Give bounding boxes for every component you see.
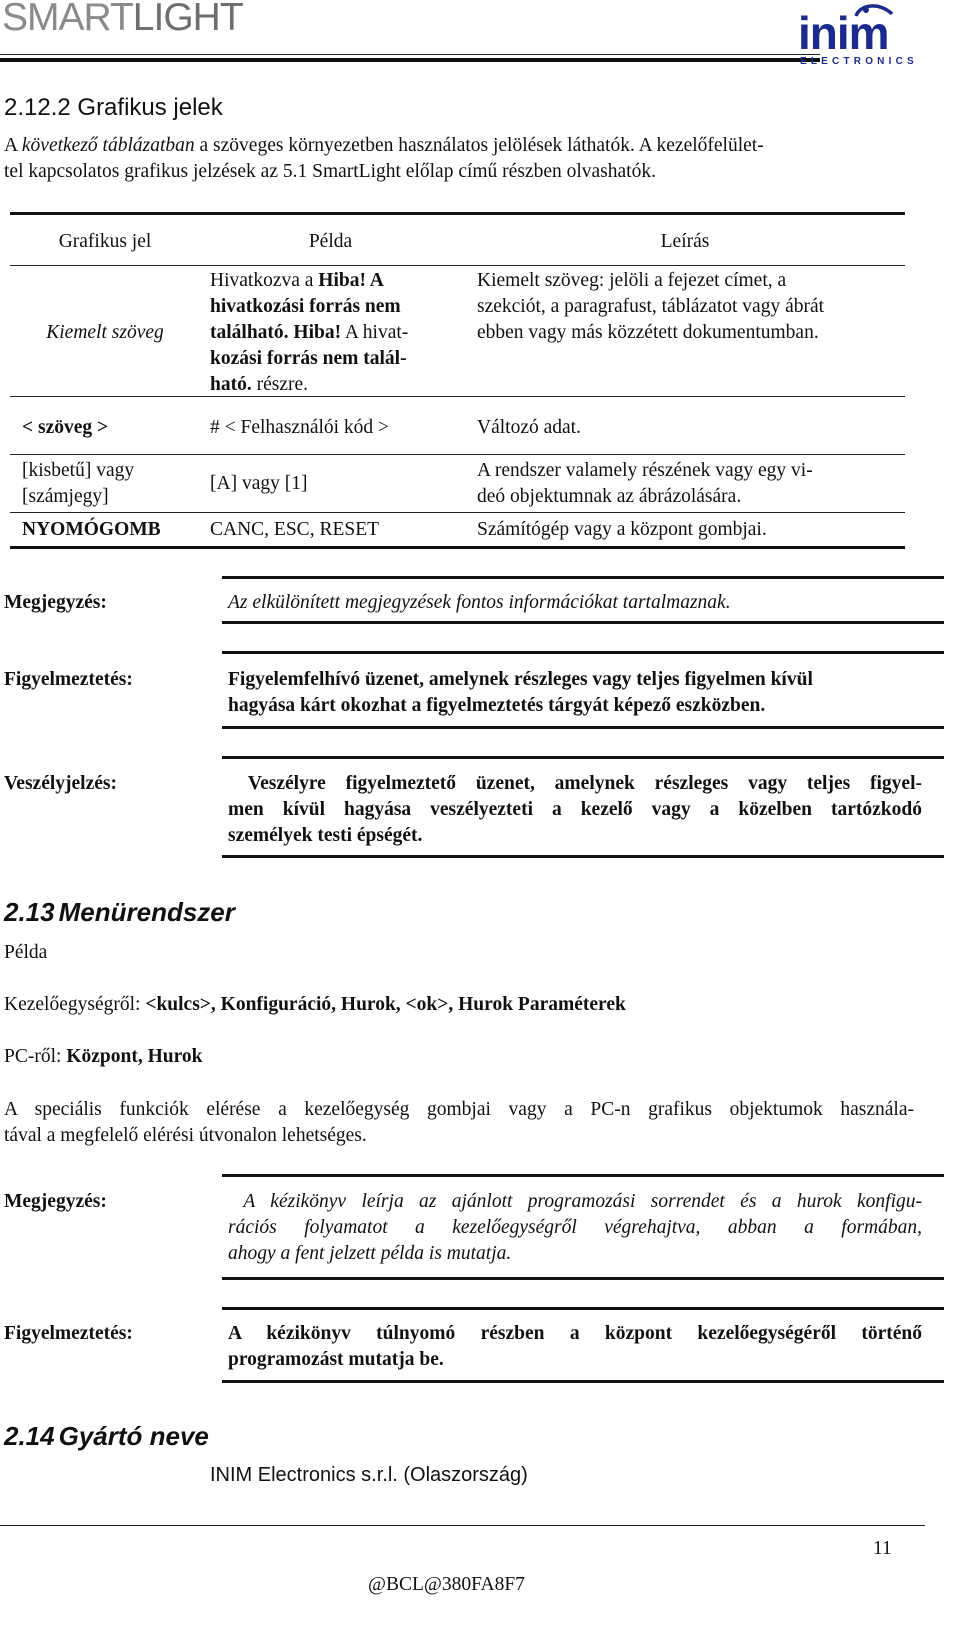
table-row1-description: Kiemelt szöveg: jelöli a fejezet címet, a szekciót, a paragrafust, táblázatot vagy ábrát ebben vagy más közzétett dokumentumban. [477, 270, 825, 343]
table-header-example: Példa [308, 231, 353, 252]
table-top-rule [10, 212, 905, 215]
table-row3-description: A rendszer valamely részének vagy egy vi- deó objektumnak az ábrázolására. [477, 460, 813, 507]
table-row2-example: # < Felhasználói kód > [210, 417, 390, 438]
note-bottom-rule [222, 621, 944, 624]
note-label: Megjegyzés: [4, 592, 107, 613]
footer-code: @BCL@380FA8F7 [368, 1574, 525, 1595]
table-row3-example: [A] vagy [1] [210, 473, 308, 494]
logo-smart-text: SMART [2, 0, 133, 39]
table-row1-example: Hivatkozva a Hiba! A hivatkozási forrás nem található. Hiba! A hivat- kozási forrás nem talál- ható. részre. [210, 270, 409, 395]
inim-subtitle: ELECTRONICS [800, 56, 918, 67]
inim-logo [798, 0, 940, 75]
warning-text: A kézikönyv túlnyomó részben a központ kezelőegységéről történő programozást mutatja be. [228, 1323, 922, 1370]
danger-text: Veszélyre figyelmeztető üzenet, amelynek részleges vagy teljes figyel- men kívül hagyása veszélyezteti a kezelő vagy a közelben tartózkodó személyek testi épségét. [228, 773, 922, 846]
table-header-description: Leírás [660, 231, 710, 252]
note-top-rule [222, 576, 944, 579]
warning-bottom-rule [222, 1380, 944, 1383]
header-rule-thick [0, 58, 820, 62]
warning-top-rule [222, 1307, 944, 1310]
table-row3-sign: [kisbetű] vagy [számjegy] [22, 460, 135, 507]
footer-rule [0, 1525, 925, 1526]
intro-italic-text: következő táblázatban [21, 135, 195, 156]
intro-paragraph-line2: tel kapcsolatos grafikus jelzések az 5.1 SmartLight előlap című részben olvashatók. [4, 161, 656, 182]
menu-paragraph: A speciális funkciók elérése a kezelőegység gombjai vagy a PC-n grafikus objektumok használa- tával a megfelelő elérési útvonalon lehetséges. [4, 1099, 914, 1146]
warning-text: Figyelemfelhívó üzenet, amelynek részleges vagy teljes figyelmen kívül hagyása kárt okozhat a figyelmeztetés tárgyát képező eszközben. [228, 669, 813, 716]
table-bottom-rule [10, 546, 905, 549]
section-heading-2-14: 2.14 Gyártó neve [4, 1421, 209, 1451]
table-row2-sign: < szöveg > [22, 417, 109, 438]
table-row4-description: Számítógép vagy a központ gombjai. [477, 519, 767, 540]
table-row-rule [10, 396, 905, 397]
danger-top-rule [222, 756, 944, 759]
table-row-rule [10, 512, 905, 513]
page-number: 11 [873, 1538, 892, 1559]
note-bottom-rule [222, 1277, 944, 1280]
note-label: Megjegyzés: [4, 1191, 107, 1212]
intro-text: a szöveges környezetben használatos jelölések láthatók. A kezelőfelület- [194, 135, 764, 156]
intro-text: A [4, 135, 22, 156]
warning-label: Figyelmeztetés: [4, 1323, 133, 1344]
logo-light-text: LIGHT [132, 0, 243, 39]
table-header-sign: Grafikus jel [58, 231, 152, 252]
header-rule [0, 54, 820, 55]
manufacturer-name: INIM Electronics s.r.l. (Olaszország) [210, 1464, 528, 1486]
menu-path-keypad: Kezelőegységről: <kulcs>, Konfiguráció, Hurok, <ok>, Hurok Paraméterek [4, 994, 626, 1015]
smartlight-logo [2, 0, 243, 40]
section-heading-2-12-2: 2.12.2 Grafikus jelek [4, 94, 223, 121]
table-header-rule [10, 265, 905, 266]
table-row2-description: Változó adat. [477, 417, 581, 438]
warning-label: Figyelmeztetés: [4, 669, 133, 690]
example-label: Példa [4, 942, 48, 963]
inim-wordmark: inim [798, 7, 889, 59]
danger-label: Veszélyjelzés: [4, 773, 117, 794]
note-text: Az elkülönített megjegyzések fontos információkat tartalmaznak. [228, 592, 731, 613]
warning-bottom-rule [222, 726, 944, 729]
note-text: A kézikönyv leírja az ajánlott programozási sorrendet és a hurok konfigu- rációs folyamatot a kezelőegységről végrehajtva, abban a formában, ahogy a fent jelzett példa is mutatja. [228, 1191, 923, 1264]
table-row4-example: CANC, ESC, RESET [210, 519, 380, 540]
section-heading-2-13: 2.13 Menürendszer [4, 897, 235, 927]
danger-bottom-rule [222, 855, 944, 858]
table-row-rule [10, 454, 905, 455]
warning-top-rule [222, 651, 944, 654]
kiemelt-szoveg-italic: Kiemelt szöveg [46, 322, 164, 343]
table-row4-sign: NYOMÓGOMB [22, 519, 161, 540]
intro-paragraph-line1 [4, 133, 934, 159]
note-top-rule [222, 1174, 944, 1177]
menu-path-pc: PC-ről: Központ, Hurok [4, 1046, 203, 1067]
table-row1-sign [10, 320, 200, 346]
